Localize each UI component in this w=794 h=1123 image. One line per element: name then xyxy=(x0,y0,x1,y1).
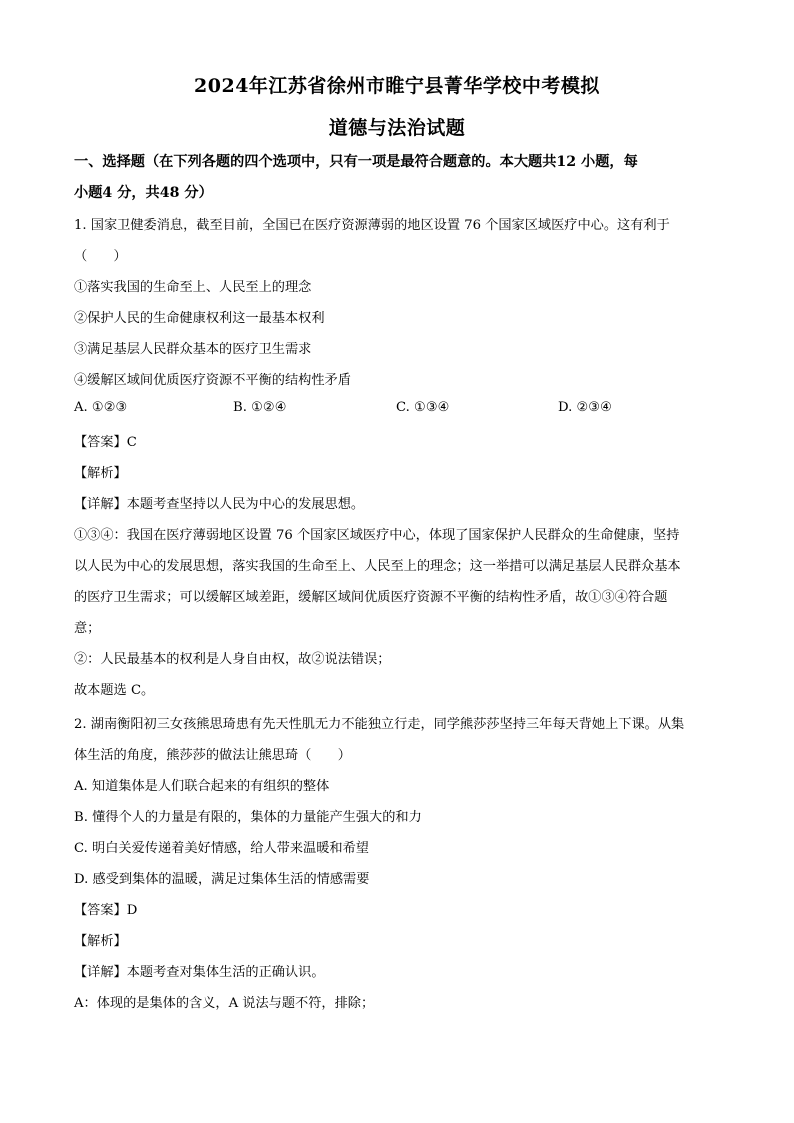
q2-stem-cont: 体生活的角度，熊莎莎的做法让熊思琦（ ） xyxy=(74,748,351,763)
exam-subject: 道德与法治试题 xyxy=(328,117,466,139)
q1-detail: 的医疗卫生需求；可以缓解区域差距，缓解区域间优质医疗资源不平衡的结构性矛盾，故①③④符合题 xyxy=(74,590,668,605)
q1-analysis-label: 【解析】 xyxy=(74,466,127,481)
q1-detail: ①③④：我国在医疗薄弱地区设置 76 个国家区域医疗中心，体现了国家保护人民群众的生命健康，坚持 xyxy=(74,528,680,543)
q2-analysis-label: 【解析】 xyxy=(74,934,127,949)
q1-item: ②保护人民的生命健康权利这一最基本权利 xyxy=(74,311,325,326)
q1-option-b: B. ①②④ xyxy=(233,400,287,415)
q1-item: ①落实我国的生命至上、人民至上的理念 xyxy=(74,280,312,295)
q2-option-c: C. 明白关爱传递着美好情感，给人带来温暖和希望 xyxy=(74,841,369,856)
exam-title: 2024年江苏省徐州市睢宁县菁华学校中考模拟 xyxy=(194,75,600,97)
q1-stem-cont: （ ） xyxy=(74,249,127,264)
q2-stem: 2. 湖南衡阳初三女孩熊思琦患有先天性肌无力不能独立行走，同学熊莎莎坚持三年每天背她上下课。从集 xyxy=(74,717,685,732)
q1-detail: 【详解】本题考查坚持以人民为中心的发展思想。 xyxy=(74,497,365,512)
q1-option-c: C. ①③④ xyxy=(396,400,450,415)
q2-option-d: D. 感受到集体的温暖，满足过集体生活的情感需要 xyxy=(74,872,370,887)
q1-stem: 1. 国家卫健委消息，截至目前，全国已在医疗资源薄弱的地区设置 76 个国家区域医疗中心。这有利于 xyxy=(74,218,670,233)
q2-answer: 【答案】D xyxy=(74,903,138,918)
q1-option-d: D. ②③④ xyxy=(558,400,612,415)
section-heading: 一、选择题（在下列各题的四个选项中，只有一项是最符合题意的。本大题共12 小题，每 xyxy=(74,154,638,170)
q1-item: ④缓解区域间优质医疗资源不平衡的结构性矛盾 xyxy=(74,373,351,388)
q1-detail: 以人民为中心的发展思想，落实我国的生命至上、人民至上的理念；这一举措可以满足基层人民群众基本 xyxy=(74,559,681,574)
q2-option-a: A. 知道集体是人们联合起来的有组织的整体 xyxy=(74,779,330,794)
q1-detail: 意； xyxy=(74,621,101,636)
q1-detail: ②：人民最基本的权利是人身自由权，故②说法错误； xyxy=(74,652,391,667)
q1-option-a: A. ①②③ xyxy=(74,400,128,415)
q1-detail: 故本题选 C。 xyxy=(74,683,155,698)
section-heading-cont: 小题4 分，共48 分） xyxy=(74,185,213,201)
q2-option-b: B. 懂得个人的力量是有限的，集体的力量能产生强大的和力 xyxy=(74,810,422,825)
q1-item: ③满足基层人民群众基本的医疗卫生需求 xyxy=(74,342,312,357)
q1-answer: 【答案】C xyxy=(74,435,137,450)
q2-detail: 【详解】本题考查对集体生活的正确认识。 xyxy=(74,965,325,980)
q2-detail: A：体现的是集体的含义，A 说法与题不符，排除； xyxy=(74,996,375,1011)
